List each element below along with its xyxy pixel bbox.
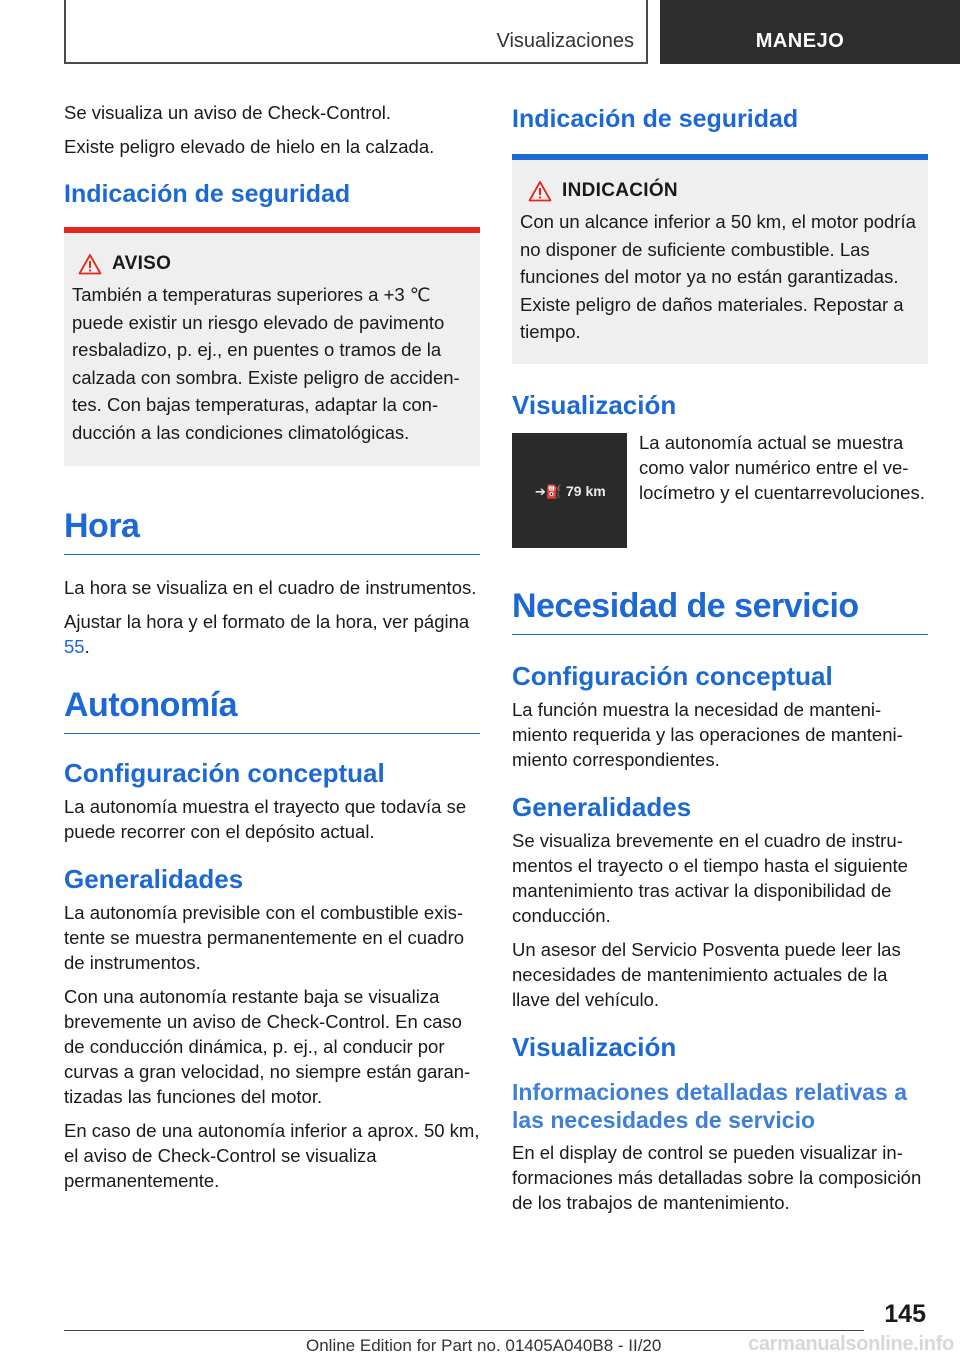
warning-text: También a temperaturas superiores a +3 ℃ puede existir un riesgo elevado de pavimento resbaladizo, p. ej., en puentes o tramos de la calzada con sombra. Existe peligro de accidentes. Con bajas temperaturas, adaptar la conducción a las condiciones climatológicas. [72, 284, 460, 443]
left-column [64, 100, 480, 1202]
hora-paragraph-2 [64, 609, 480, 659]
page-55-link[interactable]: 55 [64, 636, 85, 657]
visualizacion-heading: Visualización [512, 389, 677, 420]
header-chapter-title: MANEJO [755, 30, 845, 52]
detail-heading: Informaciones detalladas relativas a las necesidades de servicio [512, 1078, 908, 1133]
warning-triangle-icon [78, 253, 102, 275]
servicio-general-heading: Generalidades [512, 791, 692, 822]
servicio-heading: Necesidad de servicio [512, 586, 928, 635]
right-safety-heading: Indicación de seguridad [512, 105, 799, 133]
autonomia-general-heading: Generalidades [64, 864, 244, 894]
warning-title-row [72, 253, 472, 275]
servicio-visualizacion-heading: Visualización [512, 1031, 677, 1062]
autonomia-general-paragraph-3: En caso de una autonomía inferior a aprox. 50 km, el aviso de Check-Control se visualiza permanentemente. [64, 1120, 480, 1191]
autonomia-general-paragraph-1: La autonomía previsible con el combustible existente se muestra permanentemente en el cuadro de instrumentos. [64, 902, 465, 973]
intro-paragraph-1: Se visualiza un aviso de Check-Control. [64, 102, 391, 123]
hora-paragraph-1: La hora se visualiza en el cuadro de instrumentos. [64, 577, 477, 598]
intro-paragraph-2: Existe peligro elevado de hielo en la calzada. [64, 136, 435, 157]
header-chapter-tab [660, 0, 960, 64]
servicio-concept-heading: Configuración conceptual [512, 660, 833, 691]
right-column [512, 100, 928, 1224]
watermark: carmanualsonline.info [748, 1333, 954, 1355]
servicio-general-paragraph-2: Un asesor del Servicio Posventa puede leer las necesidades de mantenimiento actuales de la llave del vehículo. [512, 938, 901, 1010]
display-text: La autonomía actual se muestra como valor numérico entre el velocímetro y el cuentarrevoluciones. [639, 431, 925, 503]
autonomia-concept-text: La autonomía muestra el trayecto que todavía se puede recorrer con el depósito actual. [64, 796, 467, 842]
warning-title: AVISO [112, 253, 172, 274]
range-display-value: 79 km [566, 482, 606, 499]
servicio-concept-text: La función muestra la necesidad de mantenimiento requerida y las operaciones de mantenimiento correspondientes. [512, 698, 903, 770]
notice-triangle-icon [528, 180, 552, 202]
servicio-general-paragraph-1: Se visualiza brevemente en el cuadro de instrumentos el trayecto o el tiempo hasta el siguiente mantenimiento tras activar la disponibilidad de conducción. [512, 829, 908, 926]
page-number: 145 [884, 1300, 926, 1328]
notice-text: Con un alcance inferior a 50 km, el motor podría no disponer de suficiente combustible. Las funciones del motor ya no están garantizadas. Existe peligro de daños materiales. Repostar a tiempo. [520, 211, 916, 342]
footer-divider [64, 1330, 864, 1331]
hora-paragraph-2-text: Ajustar la hora y el formato de la hora, ver página [64, 611, 470, 632]
warning-box [64, 233, 480, 466]
range-arrow-icon: ➔⛽ [535, 483, 563, 499]
hora-paragraph-2-end: . [84, 636, 90, 657]
notice-title-row [520, 180, 920, 202]
detail-text: En el display de control se pueden visualizar informaciones más detalladas sobre la composición de los trabajos de mantenimiento. [512, 1141, 922, 1213]
hora-heading: Hora [64, 506, 480, 555]
range-display-image [512, 433, 627, 548]
display-description [639, 430, 928, 548]
footer-edition: Online Edition for Part no. 01405A040B8 - II/20 [306, 1336, 662, 1355]
autonomia-concept-heading: Configuración conceptual [64, 758, 385, 788]
notice-title: INDICACIÓN [562, 180, 678, 201]
display-row [512, 430, 928, 548]
safety-heading: Indicación de seguridad [64, 180, 351, 208]
notice-box [512, 160, 928, 364]
header-section-box [64, 0, 648, 64]
autonomia-general-paragraph-2: Con una autonomía restante baja se visualiza brevemente un aviso de Check-Control. En caso de conducción dinámica, p. ej., al conducir por curvas a gran velocidad, no siempre están garantizadas las funciones del motor. [64, 986, 471, 1107]
autonomia-heading: Autonomía [64, 685, 480, 734]
header-section-title: Visualizaciones [496, 30, 634, 52]
